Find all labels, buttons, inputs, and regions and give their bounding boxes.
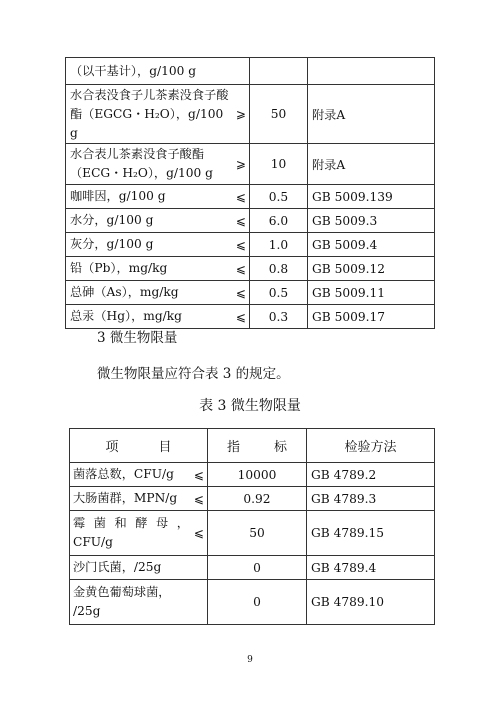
item-method: GB 4789.4	[307, 556, 435, 580]
operator	[191, 580, 208, 625]
table-row	[66, 209, 435, 233]
item-method: GB 5009.11	[308, 281, 435, 305]
item-value: 10000	[208, 463, 307, 487]
operator: ⩽	[233, 209, 250, 233]
item-value: 0	[208, 580, 307, 625]
item-name: 灰分，g/100 g	[66, 233, 234, 257]
item-name: 水分，g/100 g	[66, 209, 234, 233]
item-value: 6.0	[250, 209, 308, 233]
header-method: 检验方法	[307, 429, 435, 463]
operator: ⩽	[233, 233, 250, 257]
item-method: 附录A	[308, 85, 435, 144]
table-3-microbial-limits	[69, 428, 435, 625]
table-row	[66, 58, 435, 85]
item-name: 大肠菌群，MPN/g	[70, 487, 192, 511]
page-number: 9	[247, 655, 253, 665]
table-header-row	[70, 429, 435, 463]
table-row	[70, 463, 435, 487]
operator	[191, 556, 208, 580]
table-row	[70, 511, 435, 556]
table-row	[70, 556, 435, 580]
item-value: 50	[208, 511, 307, 556]
operator: ⩾	[233, 85, 250, 144]
item-value: 1.0	[250, 233, 308, 257]
operator: ⩽	[233, 281, 250, 305]
item-value: 10	[250, 144, 308, 185]
table-row	[66, 305, 435, 329]
table-row	[66, 85, 435, 144]
table-row	[66, 185, 435, 209]
operator	[233, 58, 250, 85]
item-value: 0	[208, 556, 307, 580]
item-method: GB 5009.17	[308, 305, 435, 329]
item-method	[308, 58, 435, 85]
item-method: GB 4789.3	[307, 487, 435, 511]
item-name: 咖啡因，g/100 g	[66, 185, 234, 209]
header-item: 项 目	[70, 429, 208, 463]
table-row	[66, 281, 435, 305]
table-caption: 表 3 微生物限量	[199, 398, 301, 414]
operator: ⩽	[191, 511, 208, 556]
item-method: GB 5009.139	[308, 185, 435, 209]
item-method: 附录A	[308, 144, 435, 185]
item-name: 总砷（As），mg/kg	[66, 281, 234, 305]
item-method: GB 5009.4	[308, 233, 435, 257]
table-row	[70, 487, 435, 511]
operator: ⩽	[191, 463, 208, 487]
item-method: GB 4789.2	[307, 463, 435, 487]
item-value: 0.3	[250, 305, 308, 329]
item-value: 0.5	[250, 281, 308, 305]
header-index: 指 标	[208, 429, 307, 463]
item-name: 金黄色葡萄球菌， /25g	[70, 580, 192, 625]
item-name: 菌落总数，CFU/g	[70, 463, 192, 487]
operator: ⩾	[233, 144, 250, 185]
operator: ⩽	[233, 185, 250, 209]
table-row	[66, 233, 435, 257]
section-heading: 3 微生物限量	[97, 330, 178, 346]
item-name: 霉 菌 和 酵 母 ， CFU/g	[70, 511, 192, 556]
item-value: 50	[250, 85, 308, 144]
section-paragraph: 微生物限量应符合表 3 的规定。	[97, 366, 290, 382]
item-method: GB 5009.12	[308, 257, 435, 281]
item-method: GB 5009.3	[308, 209, 435, 233]
item-value: 0.8	[250, 257, 308, 281]
item-name: 水合表没食子儿茶素没食子酸酯（EGCG・H₂O），g/100 g	[66, 85, 234, 144]
item-method: GB 4789.10	[307, 580, 435, 625]
table-row	[70, 580, 435, 625]
operator: ⩽	[191, 487, 208, 511]
operator: ⩽	[233, 257, 250, 281]
operator: ⩽	[233, 305, 250, 329]
item-name: 水合表儿茶素没食子酸酯（ECG・H₂O），g/100 g	[66, 144, 234, 185]
item-value: 0.5	[250, 185, 308, 209]
item-method: GB 4789.15	[307, 511, 435, 556]
item-name: 铅（Pb），mg/kg	[66, 257, 234, 281]
table-row	[66, 144, 435, 185]
item-value	[250, 58, 308, 85]
item-name: 沙门氏菌，/25g	[70, 556, 192, 580]
item-name: 总汞（Hg），mg/kg	[66, 305, 234, 329]
item-value: 0.92	[208, 487, 307, 511]
table-row	[66, 257, 435, 281]
table-2-continued	[65, 57, 435, 329]
item-name: （以干基计），g/100 g	[66, 58, 234, 85]
